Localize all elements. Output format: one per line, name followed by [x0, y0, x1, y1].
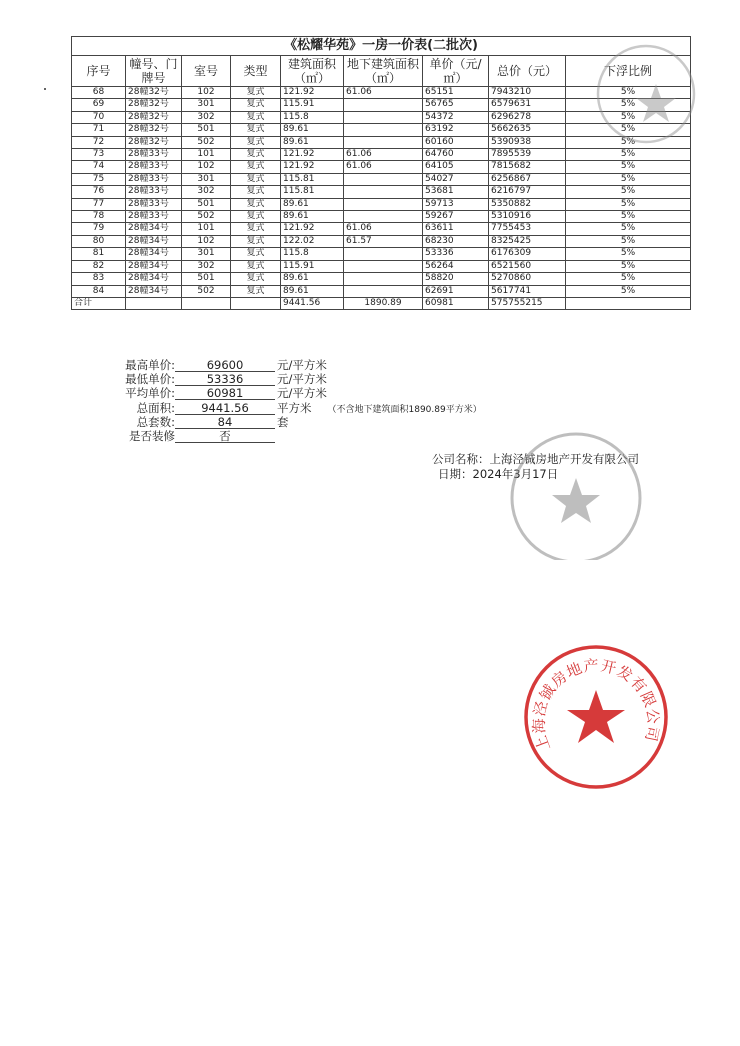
table-cell: 115.8: [281, 111, 344, 123]
table-row: [72, 161, 691, 173]
table-row: [72, 198, 691, 210]
table-cell: 复式: [231, 87, 281, 99]
summary-row: [117, 386, 537, 400]
table-cell: 501: [182, 198, 231, 210]
table-cell: 302: [182, 186, 231, 198]
table-row: [72, 173, 691, 185]
table-cell: 58820: [423, 273, 489, 285]
table-cell: 115.8: [281, 248, 344, 260]
table-cell: 56765: [423, 99, 489, 111]
table-cell: 53681: [423, 186, 489, 198]
table-cell: 53336: [423, 248, 489, 260]
summary-row: [117, 358, 537, 372]
table-row: [72, 248, 691, 260]
table-cell: 7895539: [489, 149, 566, 161]
table-cell: 复式: [231, 161, 281, 173]
table-cell: 63611: [423, 223, 489, 235]
table-cell: 28幢32号: [126, 136, 182, 148]
table-row: [72, 211, 691, 223]
table-cell: 61.57: [344, 235, 423, 247]
table-cell: 83: [72, 273, 126, 285]
table-cell: 28幢33号: [126, 186, 182, 198]
summary-unit: 元/平方米: [277, 358, 327, 372]
table-cell: 复式: [231, 198, 281, 210]
table-cell: 84: [72, 285, 126, 297]
table-cell: 69: [72, 99, 126, 111]
column-header: 下浮比例: [566, 56, 691, 87]
table-cell: 59713: [423, 198, 489, 210]
table-cell: 121.92: [281, 149, 344, 161]
table-cell: 82: [72, 260, 126, 272]
table-cell: 28幢32号: [126, 124, 182, 136]
table-cell: 302: [182, 260, 231, 272]
total-unit-price: 60981: [423, 297, 489, 309]
table-cell: 复式: [231, 211, 281, 223]
table-cell: 28幢33号: [126, 161, 182, 173]
table-cell: 5%: [566, 260, 691, 272]
table-cell: 5%: [566, 99, 691, 111]
price-filing-seal: [586, 36, 706, 146]
table-cell: 89.61: [281, 136, 344, 148]
table-cell: 301: [182, 248, 231, 260]
table-cell: 80: [72, 235, 126, 247]
table-cell: 101: [182, 149, 231, 161]
table-cell: 115.91: [281, 260, 344, 272]
table-cell: 72: [72, 136, 126, 148]
total-underground-area: 1890.89: [344, 297, 423, 309]
table-cell: 301: [182, 99, 231, 111]
table-cell: 复式: [231, 273, 281, 285]
table-cell: 28幢33号: [126, 198, 182, 210]
column-header: 序号: [72, 56, 126, 87]
summary-row: [117, 372, 537, 386]
table-cell: 59267: [423, 211, 489, 223]
table-cell: 502: [182, 136, 231, 148]
summary-label: 最低单价:: [125, 372, 175, 387]
table-row: [72, 149, 691, 161]
table-cell: 54372: [423, 111, 489, 123]
total-area: 9441.56: [281, 297, 344, 309]
table-cell: [344, 273, 423, 285]
table-cell: 65151: [423, 87, 489, 99]
table-cell: 5%: [566, 223, 691, 235]
table-cell: 复式: [231, 111, 281, 123]
table-cell: 89.61: [281, 211, 344, 223]
table-cell: 101: [182, 223, 231, 235]
table-cell: 6216797: [489, 186, 566, 198]
table-cell: 5%: [566, 273, 691, 285]
summary-unit: 元/平方米: [277, 372, 327, 387]
column-header: 建筑面积（㎡）: [281, 56, 344, 87]
table-cell: 77: [72, 198, 126, 210]
table-cell: 122.02: [281, 235, 344, 247]
summary-unit: 平方米: [277, 400, 312, 415]
table-cell: 28幢33号: [126, 149, 182, 161]
table-cell: [344, 136, 423, 148]
table-cell: [344, 99, 423, 111]
table-cell: 102: [182, 87, 231, 99]
table-cell: 5617741: [489, 285, 566, 297]
table-cell: 5%: [566, 248, 691, 260]
total-price: 575755215: [489, 297, 566, 309]
table-cell: 28幢33号: [126, 173, 182, 185]
table-cell: 28幢32号: [126, 99, 182, 111]
summary-row: [117, 429, 537, 443]
table-cell: 121.92: [281, 161, 344, 173]
empty-cell: [126, 297, 182, 309]
table-cell: 复式: [231, 124, 281, 136]
table-cell: 28幢34号: [126, 285, 182, 297]
summary-value: 否: [175, 430, 275, 443]
company-name: 公司名称：上海泾铖房地产开发有限公司: [432, 452, 639, 466]
document-date: 日期：2024年3月17日: [438, 467, 559, 481]
table-cell: 6579631: [489, 99, 566, 111]
table-cell: 61.06: [344, 149, 423, 161]
table-cell: 6296278: [489, 111, 566, 123]
table-cell: 102: [182, 161, 231, 173]
table-cell: 61.06: [344, 223, 423, 235]
table-cell: 501: [182, 124, 231, 136]
table-cell: [344, 173, 423, 185]
table-cell: 28幢34号: [126, 273, 182, 285]
table-cell: 复式: [231, 285, 281, 297]
summary-label: 总套数:: [136, 414, 175, 429]
summary-unit: 套: [277, 414, 289, 429]
table-cell: 5%: [566, 198, 691, 210]
table-cell: 5%: [566, 87, 691, 99]
table-cell: 115.81: [281, 186, 344, 198]
table-cell: 5%: [566, 161, 691, 173]
column-header: 地下建筑面积（㎡）: [344, 56, 423, 87]
summary-value: 84: [175, 416, 275, 429]
table-cell: 68: [72, 87, 126, 99]
table-cell: 5%: [566, 124, 691, 136]
table-cell: 复式: [231, 149, 281, 161]
total-row: [72, 297, 691, 309]
table-cell: 复式: [231, 260, 281, 272]
table-cell: 28幢33号: [126, 211, 182, 223]
table-cell: 28幢34号: [126, 223, 182, 235]
empty-cell: [231, 297, 281, 309]
table-cell: 8325425: [489, 235, 566, 247]
empty-cell: [182, 297, 231, 309]
table-cell: 301: [182, 173, 231, 185]
seal-text: 上海泾铖房地产开发有限公司: [529, 656, 663, 754]
summary-value: 9441.56: [175, 402, 275, 415]
table-cell: 71: [72, 124, 126, 136]
table-cell: 复式: [231, 186, 281, 198]
table-cell: 64105: [423, 161, 489, 173]
table-cell: 28幢32号: [126, 87, 182, 99]
table-cell: 502: [182, 211, 231, 223]
table-cell: 81: [72, 248, 126, 260]
table-cell: 5%: [566, 173, 691, 185]
table-cell: 502: [182, 285, 231, 297]
table-cell: 28幢34号: [126, 260, 182, 272]
table-cell: 78: [72, 211, 126, 223]
red-company-seal: [521, 642, 671, 792]
table-cell: 5270860: [489, 273, 566, 285]
summary-label: 是否装修: [129, 428, 175, 443]
column-header: 单价（元/㎡）: [423, 56, 489, 87]
table-cell: [344, 111, 423, 123]
table-cell: 28幢34号: [126, 235, 182, 247]
table-cell: 6176309: [489, 248, 566, 260]
table-cell: 60160: [423, 136, 489, 148]
table-cell: 复式: [231, 99, 281, 111]
table-cell: 54027: [423, 173, 489, 185]
summary-value: 69600: [175, 359, 275, 372]
table-cell: 89.61: [281, 198, 344, 210]
table-cell: 5662635: [489, 124, 566, 136]
table-cell: 121.92: [281, 223, 344, 235]
table-cell: [344, 248, 423, 260]
table-cell: 102: [182, 235, 231, 247]
table-cell: 70: [72, 111, 126, 123]
table-cell: 115.81: [281, 173, 344, 185]
total-label: 合计: [72, 297, 126, 309]
column-header: 室号: [182, 56, 231, 87]
table-cell: [344, 198, 423, 210]
table-cell: 6256867: [489, 173, 566, 185]
summary-row: [117, 415, 537, 429]
table-row: [72, 260, 691, 272]
table-cell: 5350882: [489, 198, 566, 210]
faded-company-seal: [476, 420, 656, 560]
table-title: 《松耀华苑》一房一价表(二批次): [72, 37, 691, 56]
summary-unit: 元/平方米: [277, 386, 327, 401]
table-cell: [344, 124, 423, 136]
table-cell: 89.61: [281, 285, 344, 297]
table-cell: 115.91: [281, 99, 344, 111]
table-cell: 5%: [566, 186, 691, 198]
table-row: [72, 223, 691, 235]
table-cell: [344, 260, 423, 272]
table-cell: 7815682: [489, 161, 566, 173]
table-cell: 89.61: [281, 273, 344, 285]
table-cell: 68230: [423, 235, 489, 247]
table-cell: [344, 186, 423, 198]
empty-cell: [566, 297, 691, 309]
table-cell: 5%: [566, 149, 691, 161]
table-cell: [344, 285, 423, 297]
table-cell: 复式: [231, 248, 281, 260]
table-row: [72, 186, 691, 198]
table-cell: 28幢32号: [126, 111, 182, 123]
table-cell: 5%: [566, 111, 691, 123]
table-cell: 5310916: [489, 211, 566, 223]
table-cell: 复式: [231, 136, 281, 148]
table-cell: 75: [72, 173, 126, 185]
column-header: 总价（元）: [489, 56, 566, 87]
table-cell: 复式: [231, 235, 281, 247]
table-cell: 复式: [231, 223, 281, 235]
summary-label: 平均单价:: [125, 386, 175, 401]
table-cell: 89.61: [281, 124, 344, 136]
table-cell: 61.06: [344, 161, 423, 173]
table-cell: 56264: [423, 260, 489, 272]
table-cell: 28幢34号: [126, 248, 182, 260]
table-cell: 74: [72, 161, 126, 173]
table-cell: 7755453: [489, 223, 566, 235]
table-cell: 5%: [566, 211, 691, 223]
table-cell: 501: [182, 273, 231, 285]
summary-row: [117, 401, 537, 415]
table-cell: 76: [72, 186, 126, 198]
summary-block: [117, 358, 537, 443]
table-cell: 63192: [423, 124, 489, 136]
table-cell: 302: [182, 111, 231, 123]
table-cell: [344, 211, 423, 223]
table-cell: 5%: [566, 285, 691, 297]
table-cell: 6521560: [489, 260, 566, 272]
summary-note: （不含地下建筑面积1890.89平方米）: [327, 404, 482, 415]
table-cell: 复式: [231, 173, 281, 185]
table-row: [72, 273, 691, 285]
summary-value: 60981: [175, 387, 275, 400]
summary-label: 最高单价:: [125, 358, 175, 372]
table-cell: 121.92: [281, 87, 344, 99]
table-cell: 5%: [566, 136, 691, 148]
table-cell: 64760: [423, 149, 489, 161]
table-cell: 73: [72, 149, 126, 161]
scan-speck: [44, 88, 46, 90]
table-row: [72, 235, 691, 247]
table-cell: 5390938: [489, 136, 566, 148]
summary-label: 总面积:: [136, 400, 175, 415]
table-cell: 61.06: [344, 87, 423, 99]
table-cell: 5%: [566, 235, 691, 247]
table-cell: 7943210: [489, 87, 566, 99]
column-header: 幢号、门牌号: [126, 56, 182, 87]
column-header: 类型: [231, 56, 281, 87]
table-row: [72, 285, 691, 297]
table-cell: 62691: [423, 285, 489, 297]
table-cell: 79: [72, 223, 126, 235]
summary-value: 53336: [175, 373, 275, 386]
